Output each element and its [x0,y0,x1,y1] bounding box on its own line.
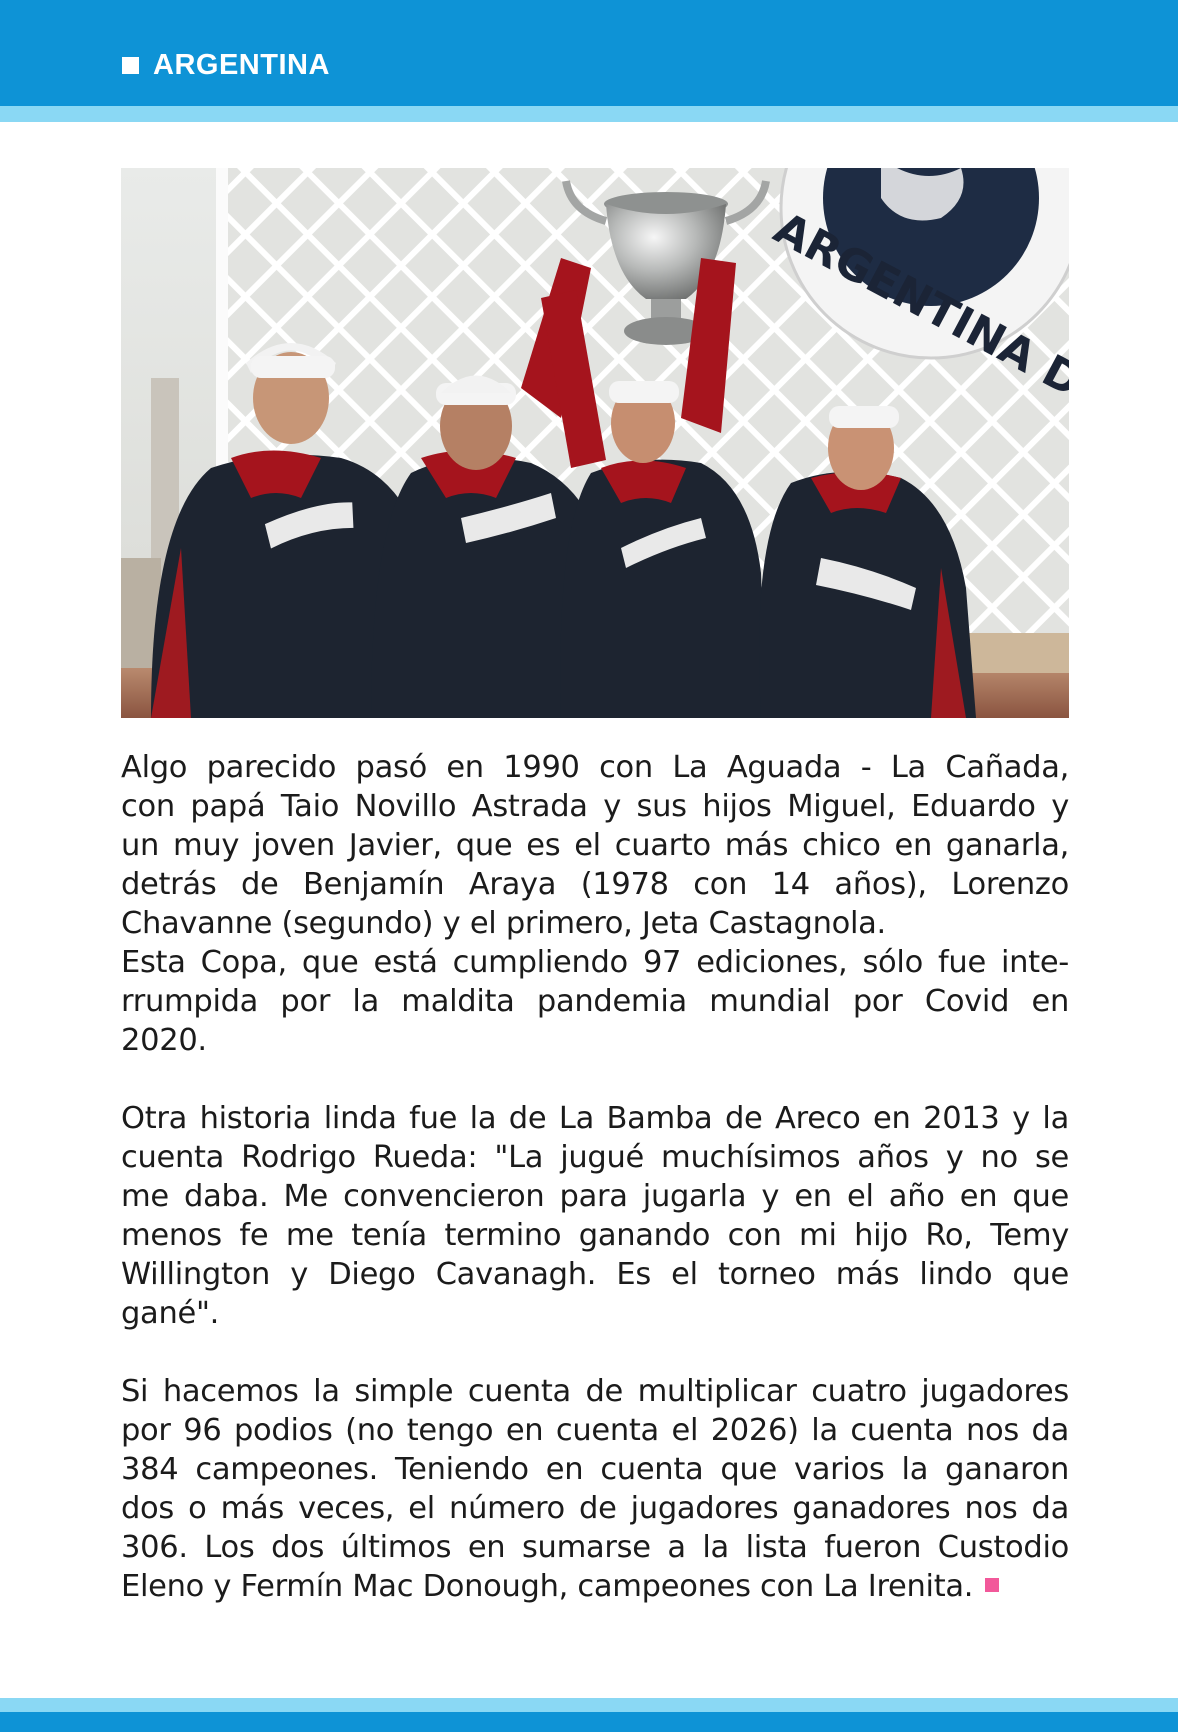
text-line: Willington y Diego Cavanagh. Es el torneo más lindo que [121,1257,1069,1292]
paragraph-1 [121,748,1069,1060]
text-line: por 96 podios (no tengo en cuenta el 2026) la cuenta nos da [121,1413,1069,1448]
text-line: me daba. Me convencieron para jugarla y en el año en que [121,1179,1069,1214]
text-line: detrás de Benjamín Araya (1978 con 14 años), Lorenzo [121,867,1069,902]
footer-stripe [0,1698,1178,1712]
end-of-article-icon [985,1578,999,1592]
photo-illustration [121,168,1069,718]
text-line: un muy joven Javier, que es el cuarto más chico en ganarla, [121,828,1069,863]
text-line: cuenta Rodrigo Rueda: "La jugué muchísimos años y no se [121,1140,1069,1175]
text-line: 2020. [121,1023,207,1058]
text-line: menos fe me tenía termino ganando con mi hijo Ro, Temy [121,1218,1069,1253]
text-line: Chavanne (segundo) y el primero, Jeta Castagnola. [121,906,886,941]
paragraph-gap [121,1060,1069,1099]
header-stripe [0,106,1178,122]
text-line: Esta Copa, que está cumpliendo 97 ediciones, sólo fue inte- [121,945,1069,980]
text-line: gané". [121,1296,220,1331]
paragraph-3 [121,1372,1069,1606]
section-label [122,50,330,80]
square-bullet-icon [122,57,139,74]
text-line: rrumpida por la maldita pandemia mundial por Covid en [121,984,1069,1019]
section-title: ARGENTINA [153,49,330,81]
team-trophy-photo [121,168,1069,718]
paragraph-2 [121,1099,1069,1333]
text-line: 384 campeones. Teniendo en cuenta que varios la ganaron [121,1452,1069,1487]
svg-text:ARGENTINA DE POLO: ARGENTINA DE [765,202,1069,422]
text-line: Algo parecido pasó en 1990 con La Aguada - La Cañada, [121,750,1069,785]
text-line: Si hacemos la simple cuenta de multiplicar cuatro jugadores [121,1374,1069,1409]
text-line: 306. Los dos últimos en sumarse a la lista fueron Custodio [121,1530,1069,1565]
paragraph-gap [121,1333,1069,1372]
text-line: Otra historia linda fue la de La Bamba de Areco en 2013 y la [121,1101,1069,1136]
article-body [121,748,1069,1606]
text-line: dos o más veces, el número de jugadores ganadores nos da [121,1491,1069,1526]
text-line-with-end-mark [121,1567,1069,1606]
text-line: con papá Taio Novillo Astrada y sus hijos Miguel, Eduardo y [121,789,1069,824]
text-line-content: Eleno y Fermín Mac Donough, campeones con La Irenita. [121,1569,974,1604]
footer-band [0,1712,1178,1732]
